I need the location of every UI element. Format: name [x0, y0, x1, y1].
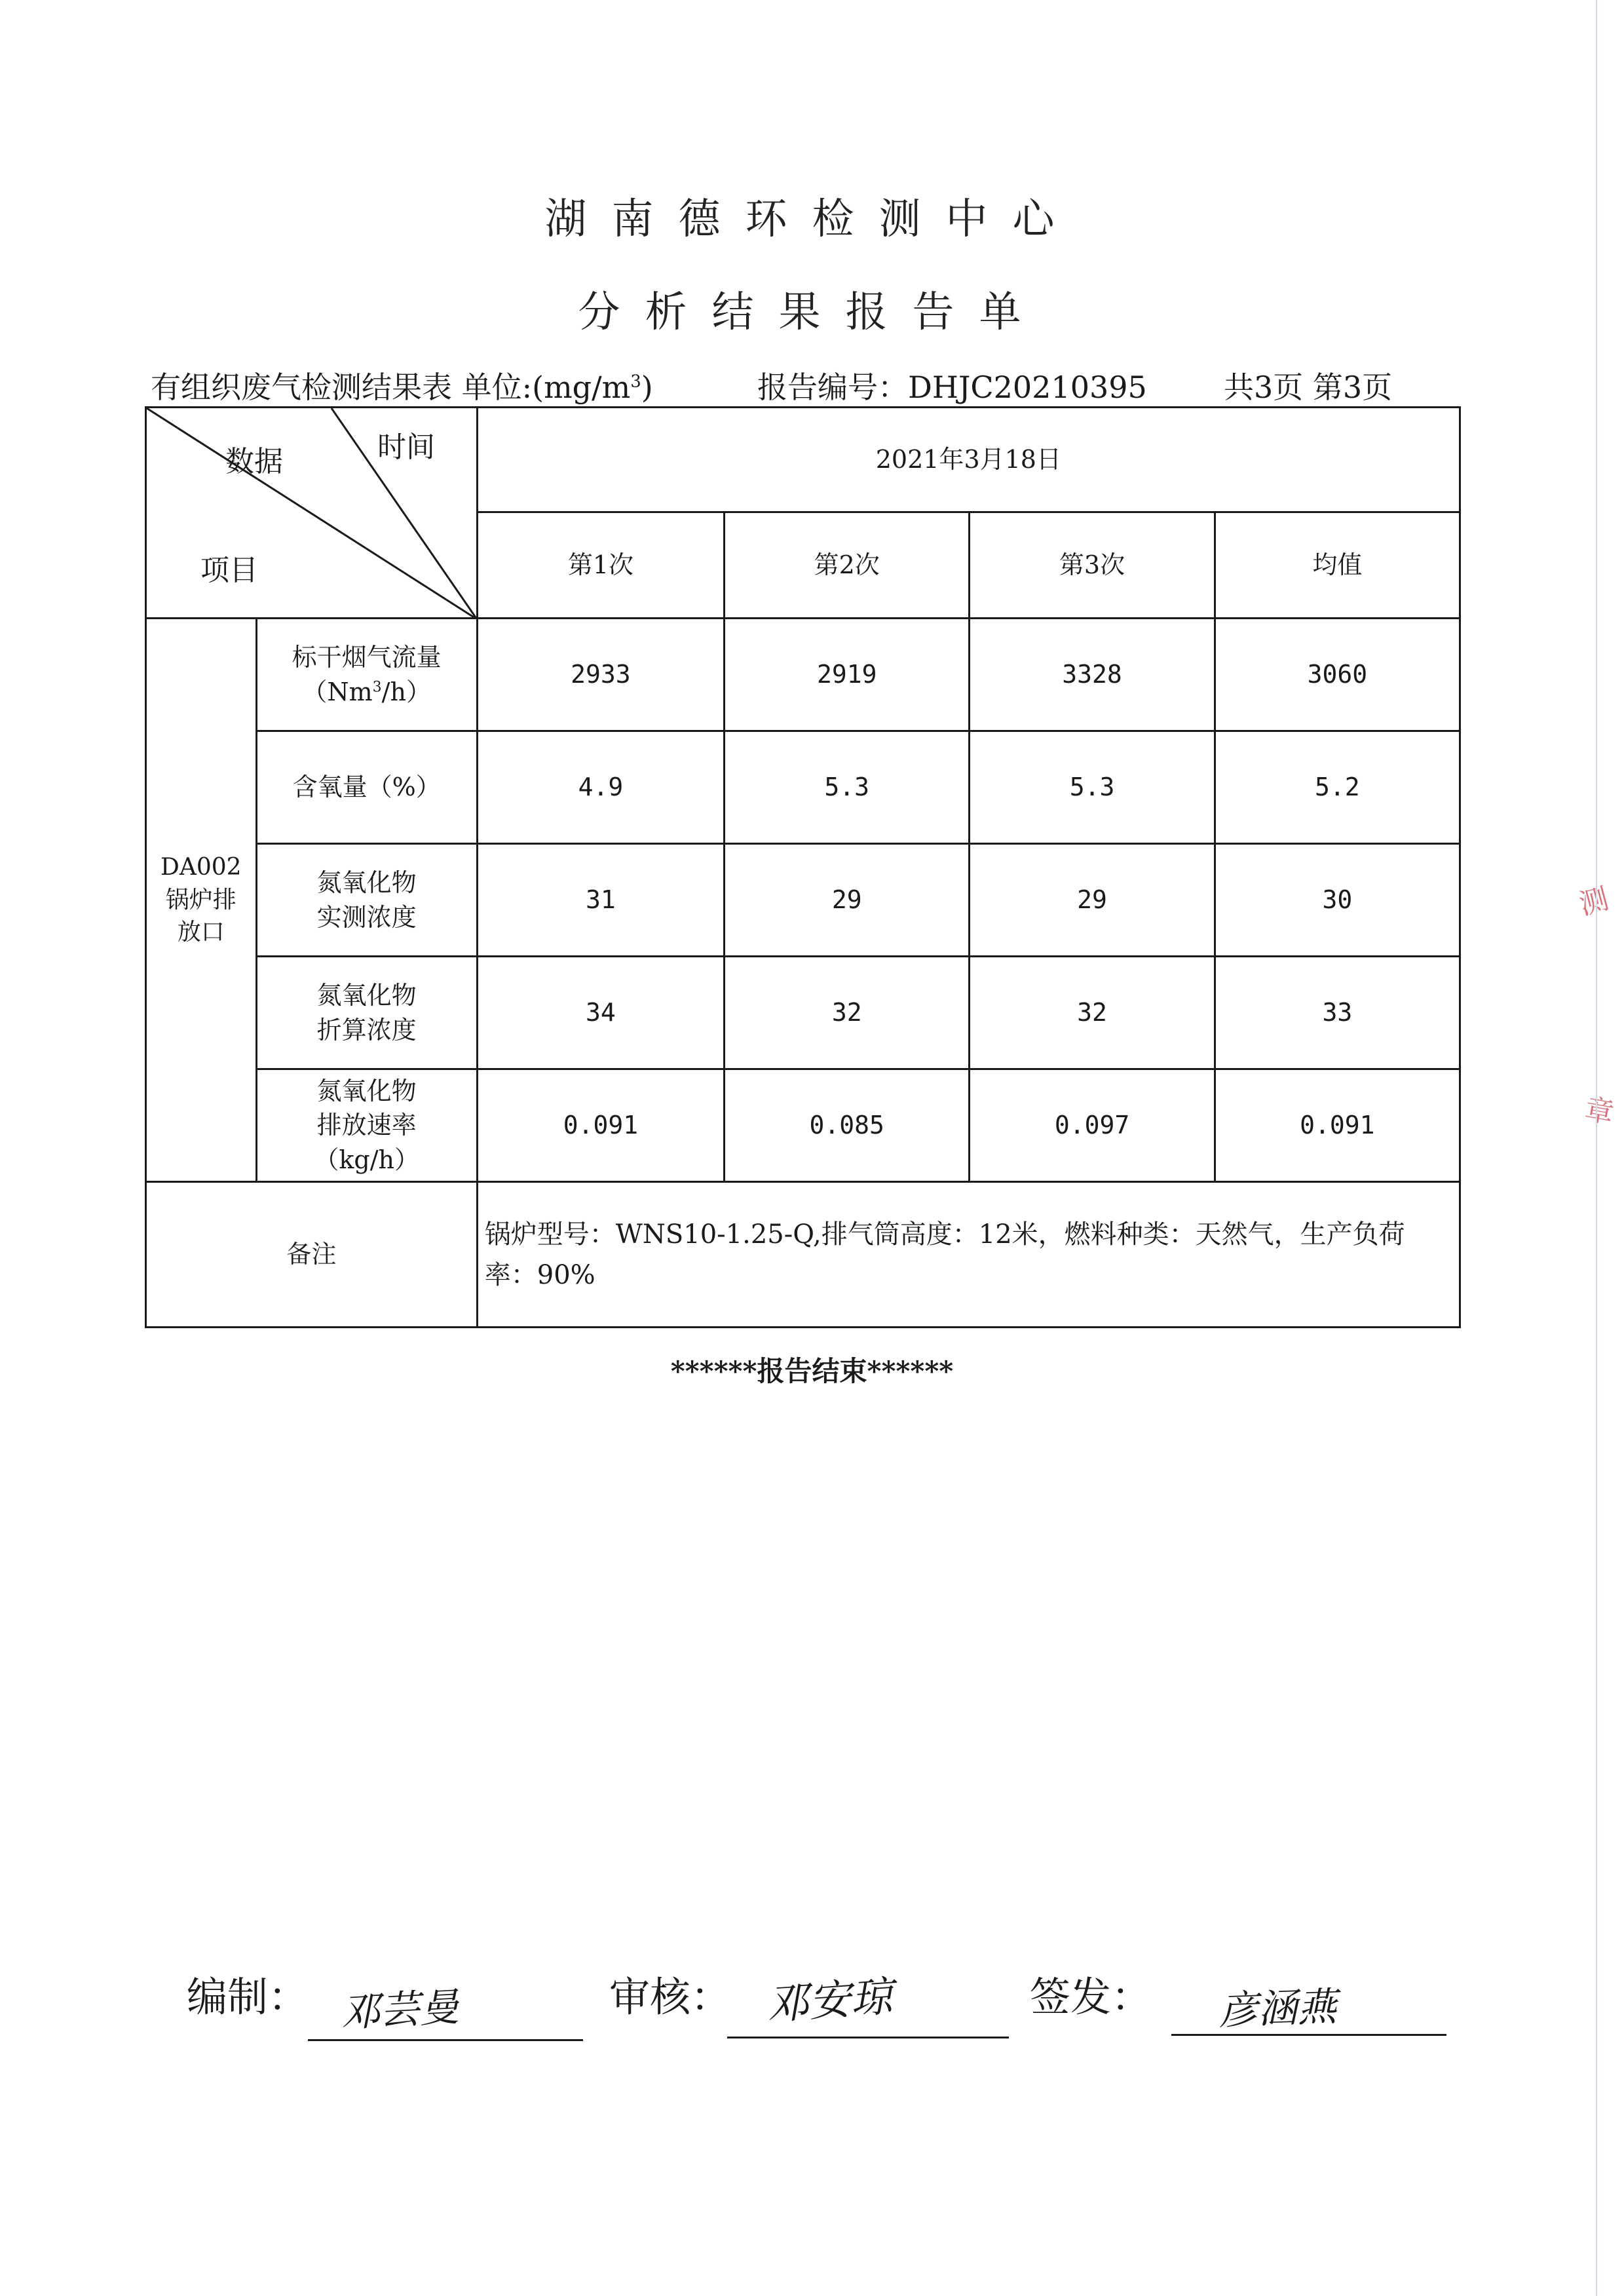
table-cell: 0.091	[477, 1069, 724, 1182]
col-header-run3: 第3次	[970, 512, 1215, 619]
table-cell: 32	[970, 957, 1215, 1069]
reviewed-label: 审核：	[609, 1973, 732, 2021]
row-label-flow: 标干烟气流量 （Nm$^3$/h）	[256, 619, 477, 731]
report-end-mark: ******报告结束******	[670, 1355, 954, 1387]
org-name: 湖南德环检测中心	[544, 195, 1080, 244]
stamp-fragment: 测	[1576, 882, 1613, 922]
table-cell: 34	[477, 957, 724, 1069]
table-title: 有组织废气检测结果表 单位$:(mg/m^3)$	[151, 370, 653, 405]
table-cell: 33	[1215, 957, 1460, 1069]
approved-label: 签发：	[1030, 1973, 1152, 2021]
table-cell: 2919	[725, 619, 970, 731]
table-cell: 0.097	[970, 1069, 1215, 1182]
table-cell: 3060	[1215, 619, 1460, 731]
table-cell: 29	[725, 844, 970, 957]
table-cell: 29	[970, 844, 1215, 957]
row-label-nox-rate: 氮氧化物 排放速率 （kg/h）	[256, 1069, 477, 1182]
table-cell: 4.9	[477, 731, 724, 844]
table-cell: 2933	[477, 619, 724, 731]
row-label-oxygen: 含氧量（%）	[256, 731, 477, 844]
table-cell: 5.2	[1215, 731, 1460, 844]
report-number: 报告编号：DHJC20210395	[757, 370, 1147, 405]
corner-item-label: 项目	[200, 554, 258, 587]
table-cell: 32	[725, 957, 970, 1069]
table-cell: 30	[1215, 844, 1460, 957]
remark-label: 备注	[146, 1182, 478, 1328]
table-cell: 5.3	[970, 731, 1215, 844]
prepared-signature: 邓芸曼	[339, 1984, 460, 2037]
row-label-nox-converted: 氮氧化物 折算浓度	[256, 957, 477, 1069]
table-cell: 0.085	[725, 1069, 970, 1182]
prepared-underline	[308, 2039, 583, 2041]
col-header-run1: 第1次	[477, 512, 724, 619]
doc-title: 分析结果报告单	[578, 288, 1046, 337]
prepared-label: 编制：	[187, 1973, 309, 2021]
row-label-nox-measured: 氮氧化物 实测浓度	[256, 844, 477, 957]
corner-time-label: 时间	[377, 430, 435, 464]
table-cell: 31	[477, 844, 724, 957]
table-cell: 5.3	[725, 731, 970, 844]
results-table	[145, 406, 1461, 1328]
approved-underline	[1171, 2034, 1446, 2036]
table-cell: 0.091	[1215, 1069, 1460, 1182]
reviewed-signature: 邓安琼	[765, 1972, 894, 2030]
date-header: 2021年3月18日	[477, 408, 1460, 512]
reviewed-underline	[727, 2037, 1009, 2038]
remark-text: 锅炉型号：WNS10-1.25-Q,排气筒高度：12米，燃料种类：天然气，生产负荷率：90%	[477, 1182, 1460, 1328]
page-count: 共3页 第3页	[1224, 370, 1393, 405]
corner-data-label: 数据	[225, 445, 283, 478]
corner-header-cell	[146, 408, 478, 619]
location-cell: DA002锅炉排放口	[146, 619, 257, 1182]
col-header-run2: 第2次	[725, 512, 970, 619]
col-header-mean: 均值	[1215, 512, 1460, 619]
page-edge-line	[1596, 0, 1597, 2296]
stamp-fragment: 章	[1582, 1092, 1617, 1131]
table-cell: 3328	[970, 619, 1215, 731]
approved-signature: 彦涵燕	[1218, 1983, 1338, 2035]
